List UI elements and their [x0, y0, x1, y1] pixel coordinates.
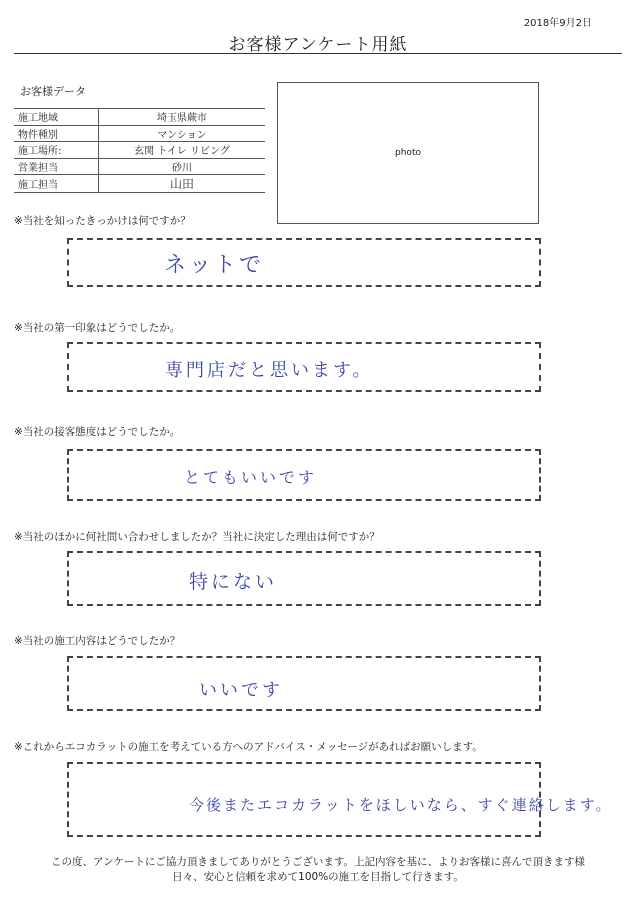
- answer-box-3: [67, 449, 541, 501]
- info-row-sales-rep: [14, 158, 265, 175]
- info-label: 施工担当: [14, 175, 99, 193]
- info-row-location: [14, 142, 265, 159]
- footer-message: [0, 855, 636, 885]
- info-label: 営業担当: [14, 158, 99, 175]
- survey-date: 2018年9月2日: [523, 18, 592, 29]
- answer-text-3: とてもいいです: [184, 468, 318, 487]
- info-row-area: [14, 109, 265, 126]
- answer-box-1: [67, 238, 541, 287]
- info-row-property-type: [14, 125, 265, 142]
- question-1: ※当社を知ったきっかけは何ですか？: [14, 215, 191, 227]
- info-value: マンション: [99, 125, 266, 142]
- customer-data-heading: お客様データ: [20, 85, 86, 98]
- info-row-installer: [14, 175, 265, 193]
- answer-box-2: [67, 342, 541, 392]
- answer-text-2: 専門店だと思います。: [165, 360, 374, 381]
- answer-box-6: [67, 762, 613, 837]
- photo-label: photo: [395, 148, 421, 158]
- title-divider: [14, 53, 622, 54]
- customer-info-table: [14, 108, 265, 193]
- answer-text-1: ネットで: [164, 253, 265, 278]
- question-6: ※これからエコカラットの施工を考えている方へのアドバイス・メッセージがあればお願いします。: [14, 741, 483, 753]
- question-4: ※当社のほかに何社問い合わせしましたか？当社に決定した理由は何ですか？: [14, 531, 380, 543]
- info-value: 砂川: [99, 158, 266, 175]
- question-3: ※当社の接客態度はどうでしたか。: [14, 426, 181, 438]
- info-label: 施工場所:: [14, 142, 99, 159]
- question-5: ※当社の施工内容はどうでしたか？: [14, 635, 181, 647]
- info-label: 施工地域: [14, 109, 99, 126]
- answer-text-5: いいです: [199, 680, 283, 701]
- question-2: ※当社の第一印象はどうでしたか。: [14, 322, 181, 334]
- info-value: 埼玉県蕨市: [99, 109, 266, 126]
- info-label: 物件種別: [14, 125, 99, 142]
- answer-text-4: 特にない: [189, 571, 278, 593]
- info-value-handwritten: 山田: [99, 175, 266, 193]
- footer-line-2: 日々、安心と信頼を求めて100%の施工を目指して行きます。: [172, 871, 464, 883]
- footer-line-1: この度、アンケートにご協力頂きましてありがとうございます。上記内容を基に、よりお客様に喜んで頂きます様: [50, 856, 586, 868]
- answer-box-4: [67, 551, 541, 606]
- page-title: お客様アンケート用紙: [228, 35, 408, 55]
- photo-placeholder: [277, 82, 539, 224]
- info-value: 玄関 トイレ リビング: [99, 142, 266, 159]
- answer-box-5: [67, 656, 541, 711]
- answer-text-6: 今後またエコカラットをほしいなら、すぐ連絡します。: [189, 796, 613, 814]
